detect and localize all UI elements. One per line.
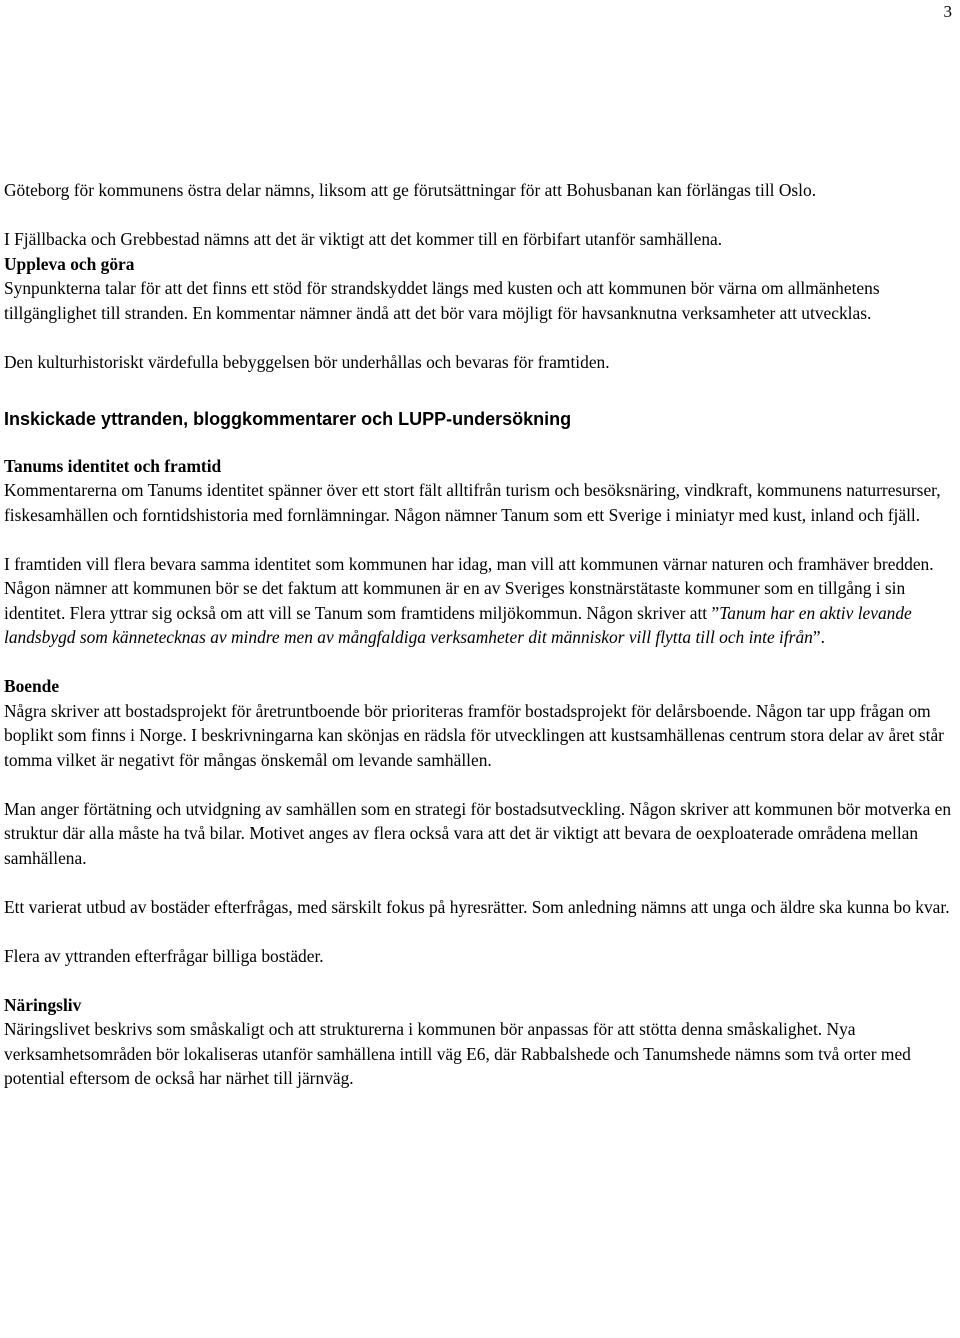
heading-tanums-identitet: Tanums identitet och framtid: [4, 455, 222, 476]
paragraph-bohusbanan: Göteborg för kommunens östra delar nämns, liksom att ge förutsättningar för att Bohusbanan kan förlängas till Oslo.: [4, 180, 817, 200]
section-title: Inskickade yttranden, bloggkommentarer och LUPP-undersökning: [4, 409, 572, 429]
paragraph-identitet: Kommentarerna om Tanums identitet spänner över ett stort fält alltifrån turism och besöksnäring, vindkraft, kommunens naturresurser, fiskesamhällen och forntidshistoria med fornlämningar. Någon nämner Tanum som ett Sverige i miniatyr med kust, inland och fjäll.: [4, 480, 941, 525]
document-body: [4, 178, 956, 1091]
paragraph-framtiden: [4, 552, 956, 650]
paragraph-bostadsprojekt: Några skriver att bostadsprojekt för åretruntboende bör prioriteras framför bostadsprojekt för delårsboende. Någon tar upp frågan om boplikt som finns i Norge. I beskrivningarna kan skönjas en rädsla för utvecklingen att kustsamhällenas centrum stora delar av året står tomma vilket är negativt för mångas önskemål om levande samhällen.: [4, 700, 944, 770]
framtiden-end: ”.: [812, 627, 825, 647]
paragraph-hyresratter: Ett varierat utbud av bostäder efterfrågas, med särskilt fokus på hyresrätter. Som anledning nämns att unga och äldre ska kunna bo kvar.: [4, 896, 950, 917]
paragraph-billiga-bostader: Flera av yttranden efterfrågar billiga bostäder.: [4, 945, 324, 966]
paragraph-kulturhistoriskt: Den kulturhistoriskt värdefulla bebyggelsen bör underhållas och bevaras för framtiden.: [4, 351, 610, 372]
paragraph-strandskydd: Synpunkterna talar för att det finns ett stöd för strandskyddet längs med kusten och att kommunen bör värna om allmänhetens tillgänglighet till stranden. En kommentar nämner ändå att det bör vara möjligt för havsanknutna verksamheter att utvecklas.: [4, 278, 880, 323]
page-number: 3: [943, 2, 952, 21]
framtiden-quote: Tanum har en aktiv levande landsbygd som kännetecknas av mindre men av mångfaldiga verksamheter dit människor vill flytta till och inte ifrån: [4, 602, 912, 647]
paragraph-fortatning: Man anger förtätning och utvidgning av samhällen som en strategi för bostadsutveckling. Någon skriver att kommunen bör motverka en struktur där alla måste ha två bilar. Motivet anges av flera också vara att det är viktigt att bevara de oexploaterade områdena mellan samhällena.: [4, 798, 952, 868]
heading-uppleva-och-gora: Uppleva och göra: [4, 253, 135, 274]
paragraph-naringsliv: Näringslivet beskrivs som småskaligt och att strukturerna i kommunen bör anpassas för att stötta denna småskalighet. Nya verksamhetsområden bör lokaliseras utanför samhällena intill väg E6, där Rabbalshede och Tanumshede nämns som två orter med potential eftersom de också har närhet till järnväg.: [4, 1019, 911, 1088]
heading-naringsliv: Näringsliv: [4, 994, 82, 1015]
paragraph-forbifart: I Fjällbacka och Grebbestad nämns att det är viktigt att det kommer till en förbifart utanför samhällena.: [4, 229, 723, 249]
framtiden-text: I framtiden vill flera bevara samma identitet som kommunen har idag, man vill att kommunen värnar naturen och framhäver bredden. Någon nämner att kommunen bör se det faktum att kommunen är en av Sveriges konstnärstätaste kommuner som en tillgång i sin identitet. Flera yttrar sig också om att vill se Tanum som framtidens miljökommun. Någon skriver att ”: [4, 553, 934, 623]
heading-boende: Boende: [4, 676, 60, 696]
